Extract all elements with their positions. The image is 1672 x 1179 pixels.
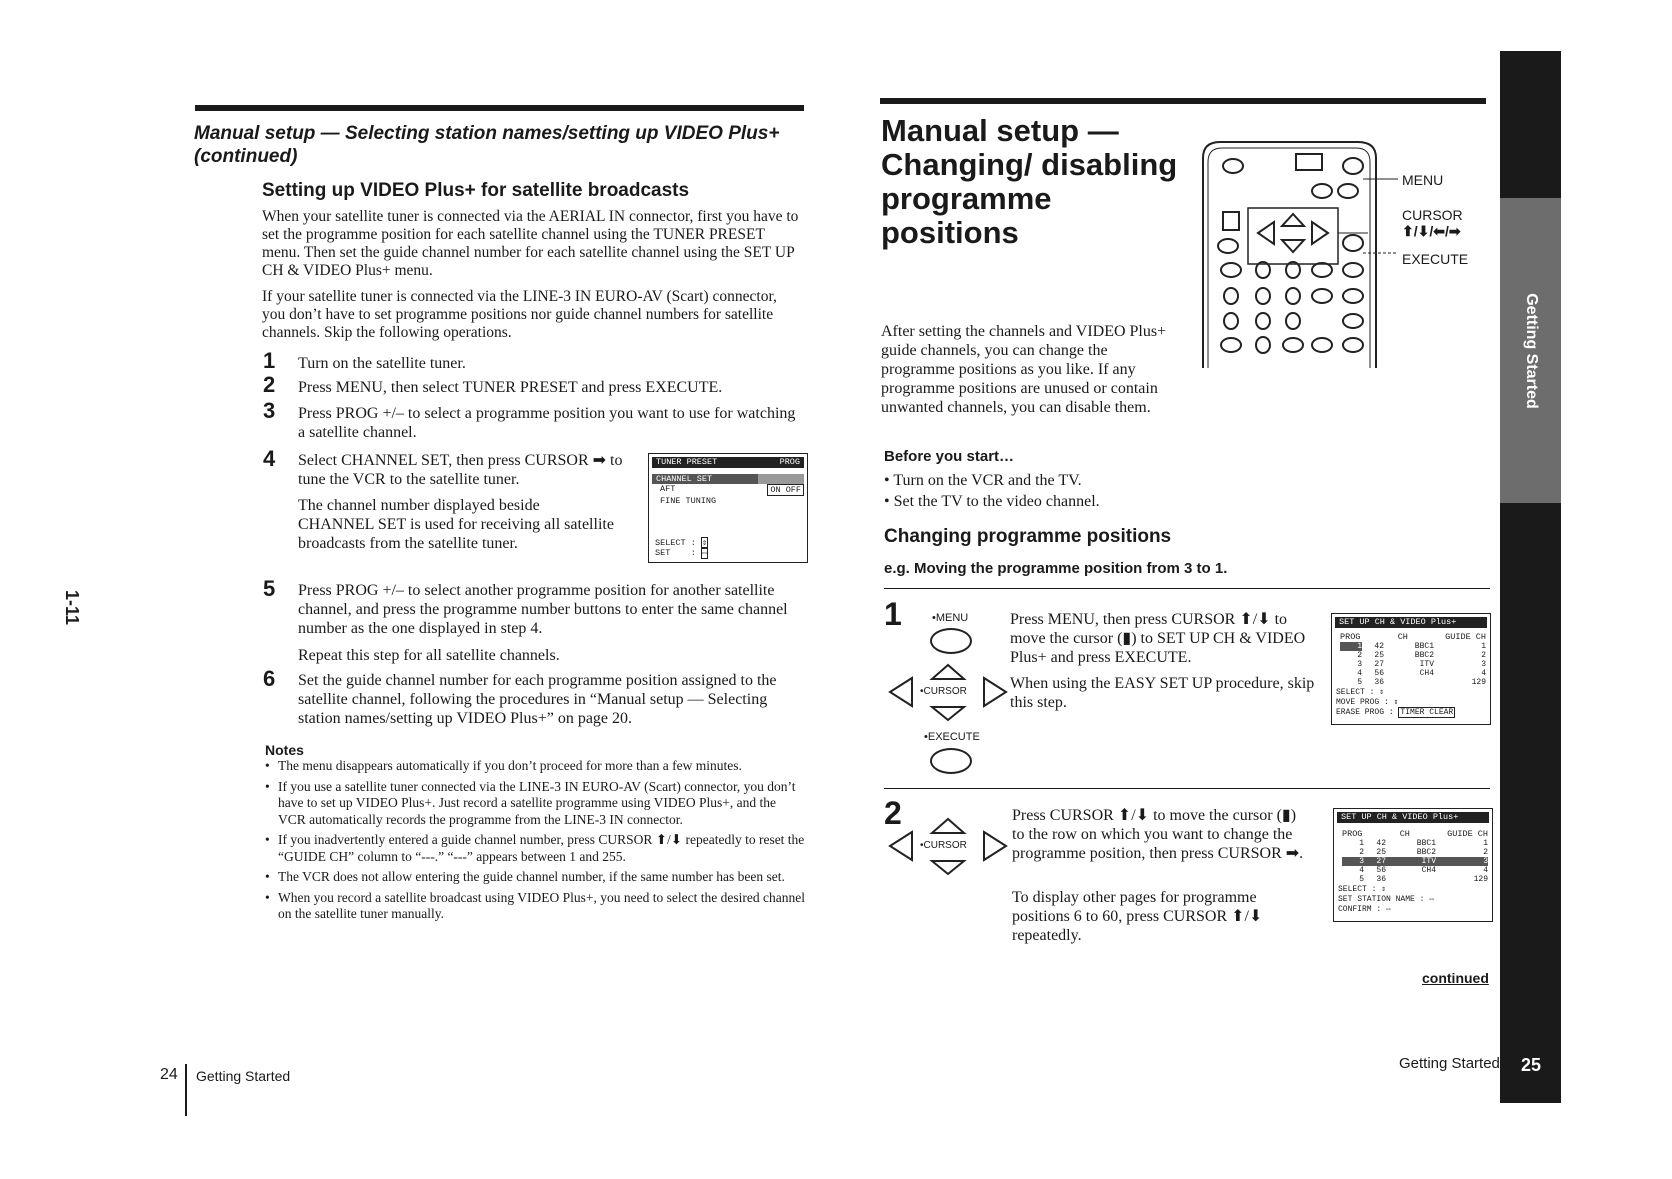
step-text: Press PROG +/– to select another programme position for another satellite channel, and press the programme number buttons to enter the same channel number as the one displayed in step 4. xyxy=(298,582,788,637)
updown-icon: ⇕ xyxy=(1393,698,1399,707)
table-cell: 3 xyxy=(1481,660,1486,669)
tuner-preset-screen: TUNER PRESET PROG CHANNEL SET AFT ON OFF FINE TUNING SELECT : ⇕ SET : ⇔ xyxy=(648,453,808,563)
cursor-button-label: •CURSOR xyxy=(920,686,967,697)
step-subtext: Repeat this step for all satellite channels. xyxy=(298,647,560,664)
screen-row: FINE TUNING xyxy=(660,496,717,506)
table-cell: BBC2 xyxy=(1414,651,1434,660)
step-number: 3 xyxy=(263,398,276,423)
table-cell: 2 xyxy=(1481,651,1486,660)
step-number: 4 xyxy=(263,446,276,471)
table-cell: 5 xyxy=(1359,875,1364,884)
remote-label-menu: MENU xyxy=(1402,172,1444,188)
table-cell: 1 xyxy=(1359,839,1364,848)
before-item: • Turn on the VCR and the TV. xyxy=(884,472,1082,489)
screen-row: AFT xyxy=(660,484,676,494)
leftright-icon: ⇔ xyxy=(1386,905,1391,914)
page-title: Manual setup — Selecting station names/setting up VIDEO Plus+ (continued) xyxy=(194,123,780,167)
step-number: 1 xyxy=(884,596,902,632)
table-cell: 4 xyxy=(1483,866,1488,875)
top-rule xyxy=(195,105,804,111)
intro-paragraph: After setting the channels and VIDEO Plus+ guide channels, you can change the programme positions as you like. If any programme positions are unused or contain unwanted channels, you can disable them. xyxy=(881,323,1167,416)
before-list xyxy=(884,470,1100,512)
step-text: Set the guide channel number for each programme position assigned to the satellite channel, following the procedures in “Manual setup — Selecting station names/setting up VIDEO Plus+” on page 20. xyxy=(298,672,777,727)
step-number: 5 xyxy=(263,576,276,601)
leftright-icon: ⇔ xyxy=(701,548,708,558)
updown-icon: ⇕ xyxy=(1379,688,1385,697)
table-cell: 4 xyxy=(1357,669,1362,678)
margin-page-label: 1-11 xyxy=(62,590,82,626)
table-cell: BBC1 xyxy=(1414,642,1434,651)
footer-label: Getting Started xyxy=(196,1068,291,1084)
table-cell: 56 xyxy=(1376,866,1386,875)
before-item: • Set the TV to the video channel. xyxy=(884,493,1100,510)
table-cell: 3 xyxy=(1357,660,1362,669)
intro-paragraph: When your satellite tuner is connected via the AERIAL IN connector, first you have to set the programme position for each satellite channel using the TUNER PRESET menu. Then set the guide channel number for each satellite channel using the SET UP CH & VIDEO Plus+ menu. xyxy=(262,208,799,279)
divider xyxy=(884,788,1490,789)
page-title: Manual setup — Changing/ disabling programme positions xyxy=(881,113,1178,250)
table-cell: 27 xyxy=(1364,857,1386,866)
table-cell: 1 xyxy=(1340,642,1362,651)
remote-label-cursor: CURSOR xyxy=(1402,207,1463,223)
column-header: PROG xyxy=(1340,632,1361,642)
setup-ch-screen: SET UP CH & VIDEO Plus+ PROG CH GUIDE CH 1 42 BBC1 1 2 25 BBC2 2 3 27 ITV 3 4 56 CH4 4 5 36 129 SELECT : ⇕ MOVE PROG : ⇕ ERASE PROG : TIMER CLEAR xyxy=(1331,613,1491,725)
note-item: • When you record a satellite broadcast using VIDEO Plus+, you need to select the desired channel on the satellite tuner manually. xyxy=(265,890,805,923)
screen-row: CHANNEL SET xyxy=(656,474,713,484)
column-header: PROG xyxy=(1342,829,1363,839)
table-cell: 25 xyxy=(1374,651,1384,660)
table-cell: 129 xyxy=(1471,678,1486,687)
step-number: 2 xyxy=(263,372,276,397)
notes-heading: Notes xyxy=(265,742,304,758)
execute-button-icon xyxy=(930,748,972,774)
table-cell: BBC1 xyxy=(1416,839,1436,848)
step-text: Press CURSOR ⬆/⬇ to move the cursor (▮) to the row on which you want to change the programme position, then press CURSOR ➡. xyxy=(1012,807,1304,862)
table-cell: 4 xyxy=(1359,866,1364,875)
page-number: 25 xyxy=(1520,1054,1542,1075)
step-subtext: When using the EASY SET UP procedure, skip this step. xyxy=(1010,675,1315,711)
column-header: CH xyxy=(1397,632,1408,642)
screen-title: SET UP CH & VIDEO Plus+ xyxy=(1341,812,1459,822)
table-cell: ITV xyxy=(1419,660,1434,669)
table-cell: 25 xyxy=(1376,848,1386,857)
table-cell: ITV xyxy=(1386,857,1436,866)
side-tab-label: Getting Started xyxy=(1522,292,1540,409)
table-cell: 129 xyxy=(1473,875,1488,884)
table-cell: 2 xyxy=(1357,651,1362,660)
screen-title: SET UP CH & VIDEO Plus+ xyxy=(1339,617,1457,627)
updown-icon: ⇕ xyxy=(1381,885,1387,894)
chapter-side-tab xyxy=(1500,51,1561,1103)
cursor-button-label: •CURSOR xyxy=(920,840,967,851)
screen-label: CONFIRM xyxy=(1338,905,1372,914)
screen-label: ERASE PROG xyxy=(1336,708,1385,717)
step-text: Select CHANNEL SET, then press CURSOR ➡ to tune the VCR to the satellite tuner. xyxy=(298,452,623,488)
step-number: 2 xyxy=(884,795,902,831)
table-cell: 2 xyxy=(1483,848,1488,857)
screen-label: SET xyxy=(655,548,671,558)
screen-title: TUNER PRESET xyxy=(656,457,718,467)
step-text: Turn on the satellite tuner. xyxy=(298,355,466,372)
table-cell: CH4 xyxy=(1419,669,1434,678)
step-subtext: To display other pages for programme positions 6 to 60, press CURSOR ⬆/⬇ repeatedly. xyxy=(1012,889,1263,944)
remote-label-execute: EXECUTE xyxy=(1402,251,1469,267)
before-heading: Before you start… xyxy=(884,448,1015,465)
table-cell: BBC2 xyxy=(1416,848,1436,857)
table-cell: 3 xyxy=(1436,857,1488,866)
column-header: GUIDE CH xyxy=(1447,829,1488,839)
footer-divider xyxy=(185,1064,187,1116)
column-header: GUIDE CH xyxy=(1445,632,1486,642)
screen-label: SELECT xyxy=(1338,885,1367,894)
leftright-icon: ⇔ xyxy=(1429,895,1435,904)
screen-label: SELECT xyxy=(655,538,686,548)
table-cell: 36 xyxy=(1376,875,1386,884)
screen-label: MOVE PROG xyxy=(1336,698,1380,707)
top-rule xyxy=(880,98,1486,104)
setup-ch-screen: SET UP CH & VIDEO Plus+ PROG CH GUIDE CH 1 42 BBC1 1 2 25 BBC2 2 3 27 ITV 3 4 56 CH4 4 5 36 129 SELECT : ⇕ SET STATION NAME : ⇔ CONFIRM : ⇔ xyxy=(1333,808,1493,922)
screen-title-right: PROG xyxy=(779,457,800,467)
table-cell: 1 xyxy=(1481,642,1486,651)
note-item: • If you inadvertently entered a guide channel number, press CURSOR ⬆/⬇ repeatedly to reset the “GUIDE CH” column to “---.” “---” appears between 1 and 255. xyxy=(265,832,805,865)
table-cell: CH4 xyxy=(1421,866,1436,875)
notes-list xyxy=(265,758,805,927)
step-subtext: The channel number displayed beside CHANNEL SET is used for receiving all satellite broadcasts from the satellite tuner. xyxy=(298,497,614,552)
section-heading: Setting up VIDEO Plus+ for satellite broadcasts xyxy=(262,180,690,201)
page-number: 24 xyxy=(160,1066,178,1083)
step-text: Press MENU, then press CURSOR ⬆/⬇ to move the cursor (▮) to SET UP CH & VIDEO Plus+ and press EXECUTE. xyxy=(1010,611,1306,666)
note-item: • If you use a satellite tuner connected via the LINE-3 IN EURO-AV (Scart) connector, you don’t have to set up VIDEO Plus+. Just record a satellite programme using VIDEO Plus+, and the VCR automatically records the programme from the LINE-3 IN connector. xyxy=(265,779,805,829)
remote-label-arrows: ⬆/⬇/⬅/➡ xyxy=(1402,223,1461,239)
table-cell: 2 xyxy=(1359,848,1364,857)
table-cell: 42 xyxy=(1374,642,1384,651)
table-cell: 36 xyxy=(1374,678,1384,687)
screen-label: SET STATION NAME xyxy=(1338,895,1415,904)
example-text: e.g. Moving the programme position from 3 to 1. xyxy=(884,560,1228,577)
table-cell: 56 xyxy=(1374,669,1384,678)
screen-value: TIMER CLEAR xyxy=(1400,708,1454,717)
continued-label: continued xyxy=(1422,970,1489,986)
table-cell: 42 xyxy=(1376,839,1386,848)
step-text: Press MENU, then select TUNER PRESET and press EXECUTE. xyxy=(298,379,723,396)
updown-icon: ⇕ xyxy=(701,538,708,548)
table-cell: 5 xyxy=(1357,678,1362,687)
section-heading: Changing programme positions xyxy=(884,526,1172,547)
menu-button-label: •MENU xyxy=(932,612,969,624)
step-number: 6 xyxy=(263,666,276,691)
table-cell: 27 xyxy=(1374,660,1384,669)
step-number: 1 xyxy=(263,348,276,373)
intro-paragraph: If your satellite tuner is connected via the LINE-3 IN EURO-AV (Scart) connector, you don’t have to set programme positions nor guide channel numbers for satellite channels. Skip the following operations. xyxy=(262,288,777,341)
note-item: • The menu disappears automatically if you don’t proceed for more than a few minutes. xyxy=(265,758,805,775)
table-cell: 4 xyxy=(1481,669,1486,678)
table-cell xyxy=(1386,875,1436,884)
footer-label: Getting Started xyxy=(1399,1055,1500,1072)
table-cell xyxy=(1384,678,1434,687)
table-cell: 1 xyxy=(1483,839,1488,848)
note-item: • The VCR does not allow entering the guide channel number, if the same number has been set. xyxy=(265,869,805,886)
screen-value: ON OFF xyxy=(767,484,804,496)
menu-button-icon xyxy=(930,628,972,654)
table-cell: 3 xyxy=(1342,857,1364,866)
column-header: CH xyxy=(1399,829,1410,839)
execute-button-label: •EXECUTE xyxy=(924,731,980,743)
screen-label: SELECT xyxy=(1336,688,1365,697)
step-text: Press PROG +/– to select a programme position you want to use for watching a satellite channel. xyxy=(298,405,796,441)
divider xyxy=(884,588,1490,589)
